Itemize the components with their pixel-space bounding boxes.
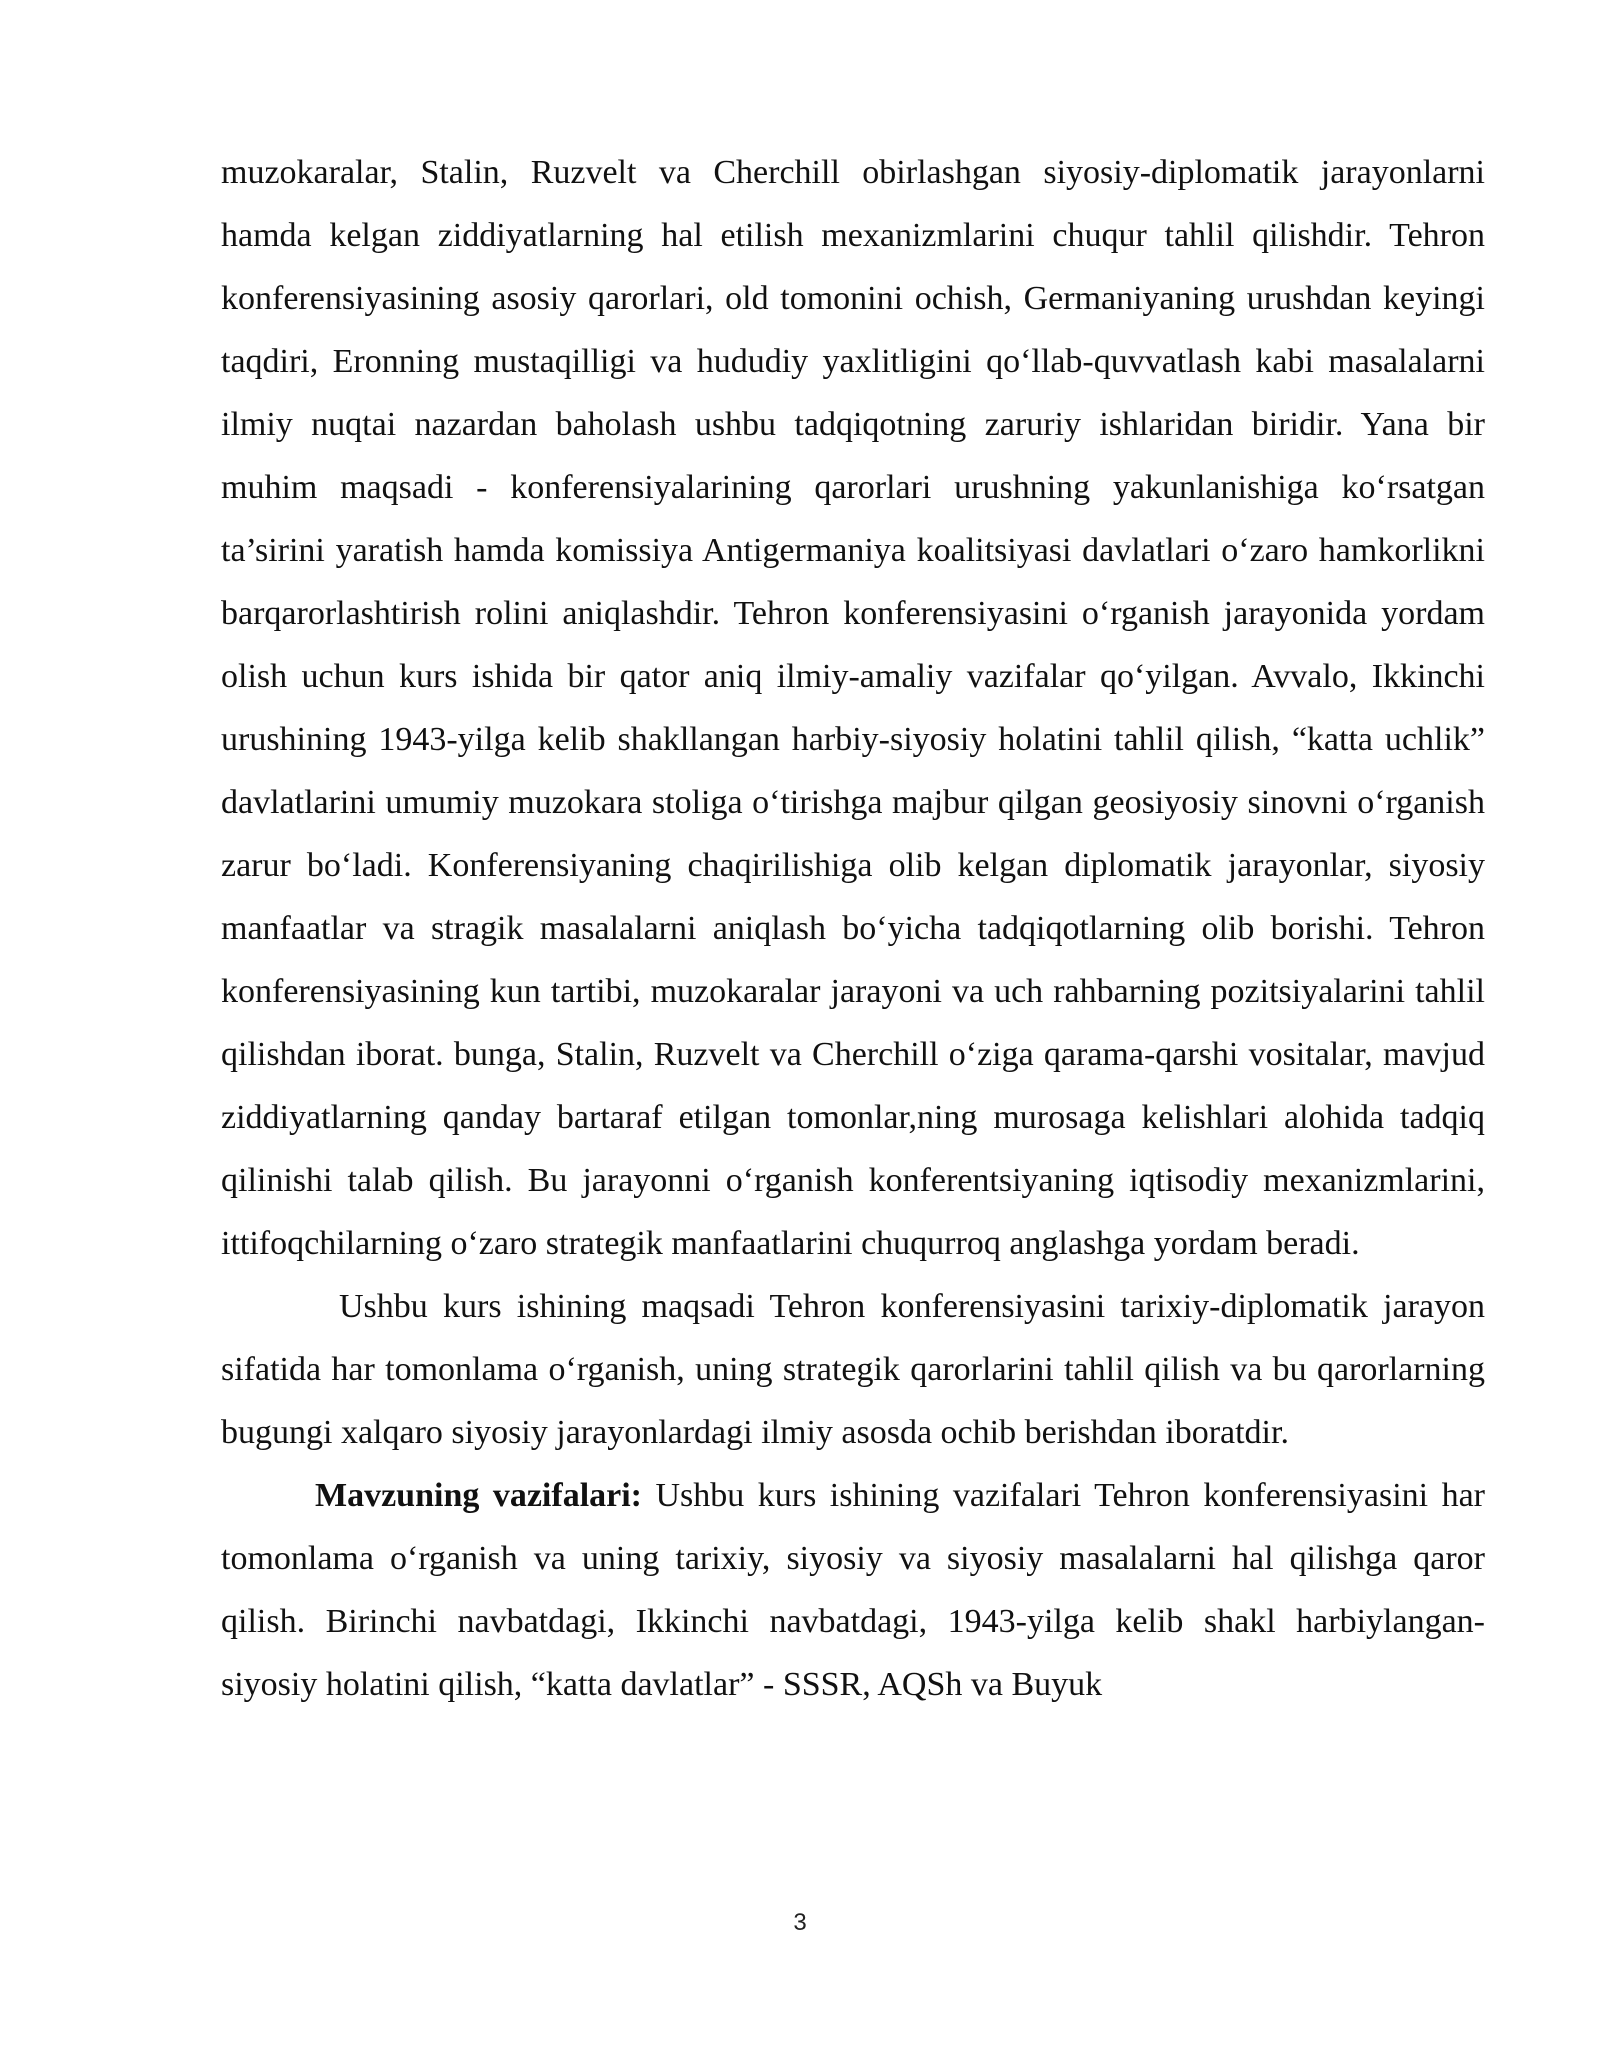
paragraph-2: Ushbu kurs ishining maqsadi Tehron konferensiyasini tarixiy-diplomatik jarayon sifatida har tomonlama o‘rganish, uning strategik qarorlarini tahlil qilish va bu qarorlarning bugungi xalqaro siyosiy jarayonlardagi ilmiy asosda ochib berishdan iboratdir. xyxy=(221,1288,1485,1451)
section-heading-lead: Mavzuning vazifalari: xyxy=(315,1477,643,1514)
paragraph-3 xyxy=(221,1464,1485,1716)
paragraph-3-text: Ushbu kurs ishining vazifalari Tehron konferensiyasini har tomonlama o‘rganish va uning tarixiy, siyosiy va siyosiy masalalarni hal qilishga qaror qilish. Birinchi navbatdagi, Ikkinchi navbatdagi, 1943-yilga kelib shakl harbiylangan-siyosiy holatini qilish, “katta davlatlar” - SSSR, AQSh va Buyuk xyxy=(221,1477,1485,1703)
paragraph-1: muzokaralar, Stalin, Ruzvelt va Cherchill obirlashgan siyosiy-diplomatik jarayonlarni hamda kelgan ziddiyatlarning hal etilish mexanizmlarini chuqur tahlil qilishdir. Tehron konferensiyasining asosiy qarorlari, old tomonini ochish, Germaniyaning urushdan keyingi taqdiri, Eronning mustaqilligi va hududiy yaxlitligini qo‘llab-quvvatlash kabi masalalarni ilmiy nuqtai nazardan baholash ushbu tadqiqotning zaruriy ishlaridan biridir. Yana bir muhim maqsadi - konferensiyalarining qarorlari urushning yakunlanishiga ko‘rsatgan ta’sirini yaratish hamda komissiya Antigermaniya koalitsiyasi davlatlari o‘zaro hamkorlikni barqarorlashtirish rolini aniqlashdir. Tehron konferensiyasini o‘rganish jarayonida yordam olish uchun kurs ishida bir qator aniq ilmiy-amaliy vazifalar qo‘yilgan. Avvalo, Ikkinchi urushining 1943-yilga kelib shakllangan harbiy-siyosiy holatini tahlil qilish, “katta uchlik” davlatlarini umumiy muzokara stoliga o‘tirishga majbur qilgan geosiyosiy sinovni o‘rganish zarur bo‘ladi. Konferensiyaning chaqirilishiga olib kelgan diplomatik jarayonlar, siyosiy manfaatlar va stragik masalalarni aniqlash bo‘yicha tadqiqotlarning olib borishi. Tehron konferensiyasining kun tartibi, muzokaralar jarayoni va uch rahbarning pozitsiyalarini tahlil qilishdan iborat. bunga, Stalin, Ruzvelt va Cherchill o‘ziga qarama-qarshi vositalar, mavjud ziddiyatlarning qanday bartaraf etilgan tomonlar,ning murosaga kelishlari alohida tadqiq qilinishi talab qilish. Bu jarayonni o‘rganish konferentsiyaning iqtisodiy mexanizmlarini, ittifoqchilarning o‘zaro strategik manfaatlarini chuqurroq anglashga yordam beradi. xyxy=(221,154,1485,1262)
page-number: 3 xyxy=(793,1909,807,1936)
body-text xyxy=(221,141,1485,1716)
